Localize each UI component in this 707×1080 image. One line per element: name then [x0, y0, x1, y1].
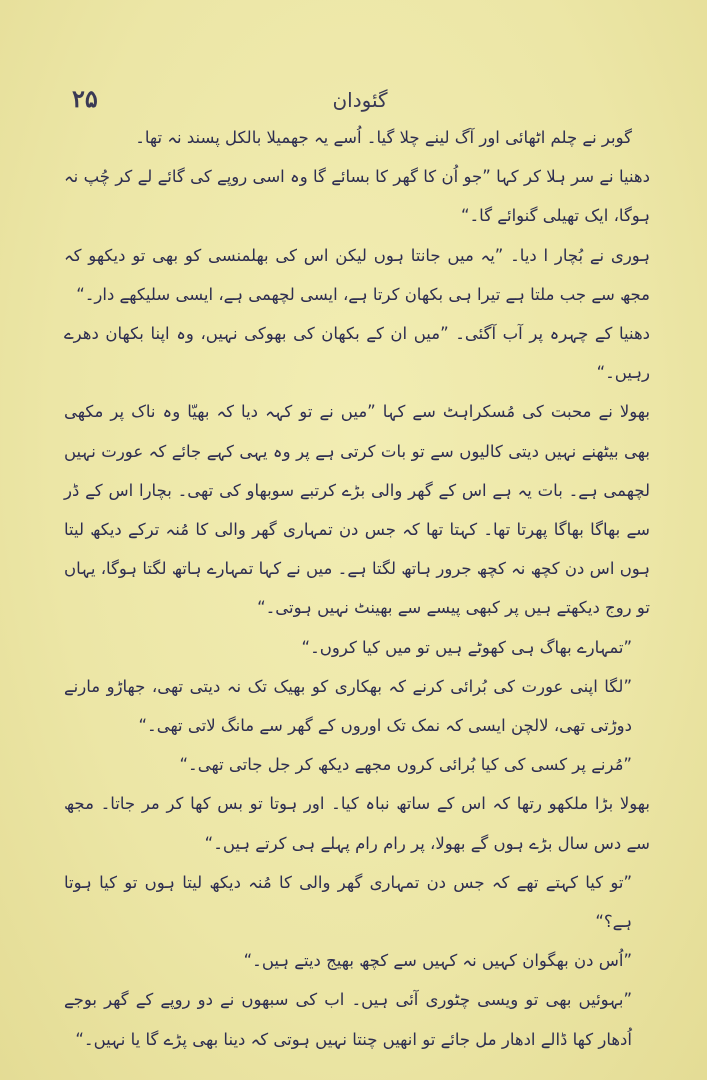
paragraph-6: ”تمہارے بھاگ ہی کھوٹے ہیں تو میں کیا کروں۔“ — [301, 637, 632, 657]
body-text — [64, 118, 650, 1059]
paragraph-3: ہوری نے بُچار ا دیا۔ ”یہ میں جانتا ہوں لیکن اس کی بھلمنسی کو بھی تو دیکھو کہ مجھ سے جب ملتا ہے تیرا ہی بکھان کرتا ہے، ایسی لچھمی ہے، ایسی سلیکھے دار۔“ — [64, 245, 650, 304]
paragraph-4: دھنیا کے چہرہ پر آب آگئی۔ ”میں ان کے بکھان کی بھوکی نہیں، وہ اپنا بکھان دھرے رہیں۔“ — [64, 324, 650, 383]
paragraph-2: دھنیا نے سر ہلا کر کہا ”جو اُن کا گھر کا بسائے گا وہ اسی روپے کی گائے لے کر چُپ نہ ہوگا، ایک تھیلی گنوائے گا۔“ — [64, 167, 650, 226]
paragraph-7: ”لگا اپنی عورت کی بُرائی کرنے کہ بھکاری کو بھیک تک نہ دیتی تھی، جھاڑو مارنے دوڑتی تھی، لالچن ایسی کہ نمک تک اوروں کے گھر سے مانگ لاتی تھی۔“ — [64, 676, 632, 736]
paragraph-9: بھولا بڑا ملکھو رتھا کہ اس کے ساتھ نباہ کیا۔ اور ہوتا تو بس کھا کر مر جاتا۔ مجھ سے دس سال بڑے ہوں گے بھولا، پر رام رام پہلے ہی کرتے ہیں۔“ — [64, 794, 650, 853]
paragraph-1: گوبر نے چلم اٹھائی اور آگ لینے چلا گیا۔ اُسے یہ جھمیلا بالکل پسند نہ تھا۔ — [135, 128, 632, 147]
page-number: ۲۵ — [72, 84, 98, 113]
paragraph-11: ”اُس دن بھگوان کہیں نہ کہیں سے کچھ بھیج دیتے ہیں۔“ — [243, 951, 632, 971]
paragraph-5: بھولا نے محبت کی مُسکراہٹ سے کہا ”میں نے تو کہہ دیا کہ بھیّا وہ ناک پر مکھی بھی بیٹھنے نہیں دیتی کالیوں سے تو بات کرتی ہے پر وہ یہی کہے جائے کہ عورت نہیں لچھمی ہے۔ بات یہ ہے اس کے گھر والی بڑے کرتبے سوبھاو کی تھی۔ بچارا اس کے ڈر سے بھاگا بھاگا پھرتا تھا۔ کہتا تھا کہ جس دن تمہاری گھر والی کا مُنہ ترکے دیکھ لیتا ہوں اس دن کچھ نہ کچھ جرور ہاتھ لگتا ہے۔ میں نے کہا تمہارے ہاتھ لگتا ہوگا، یہاں تو روج دیکھتے ہیں پر کبھی پیسے سے بھینٹ نہیں ہوتی۔“ — [64, 402, 650, 618]
paragraph-10: ”تو کیا کہتے تھے کہ جس دن تمہاری گھر والی کا مُنہ دیکھ لیتا ہوں تو کیا ہوتا ہے؟“ — [64, 872, 632, 932]
paragraph-8: ”مُرنے پر کسی کی کیا بُرائی کروں مجھے دیکھ کر جل جاتی تھی۔“ — [179, 755, 632, 775]
running-head: گئودان — [332, 88, 388, 112]
paragraph-12: ”بہوئیں بھی تو ویسی چٹوری آئی ہیں۔ اب کی سبھوں نے دو روپے کے گھر بوجے اُدھار کھا ڈالے ادھار مل جائے تو انھیں چنتا نہیں ہوتی کہ دینا بھی پڑے گا یا نہیں۔“ — [64, 990, 632, 1049]
